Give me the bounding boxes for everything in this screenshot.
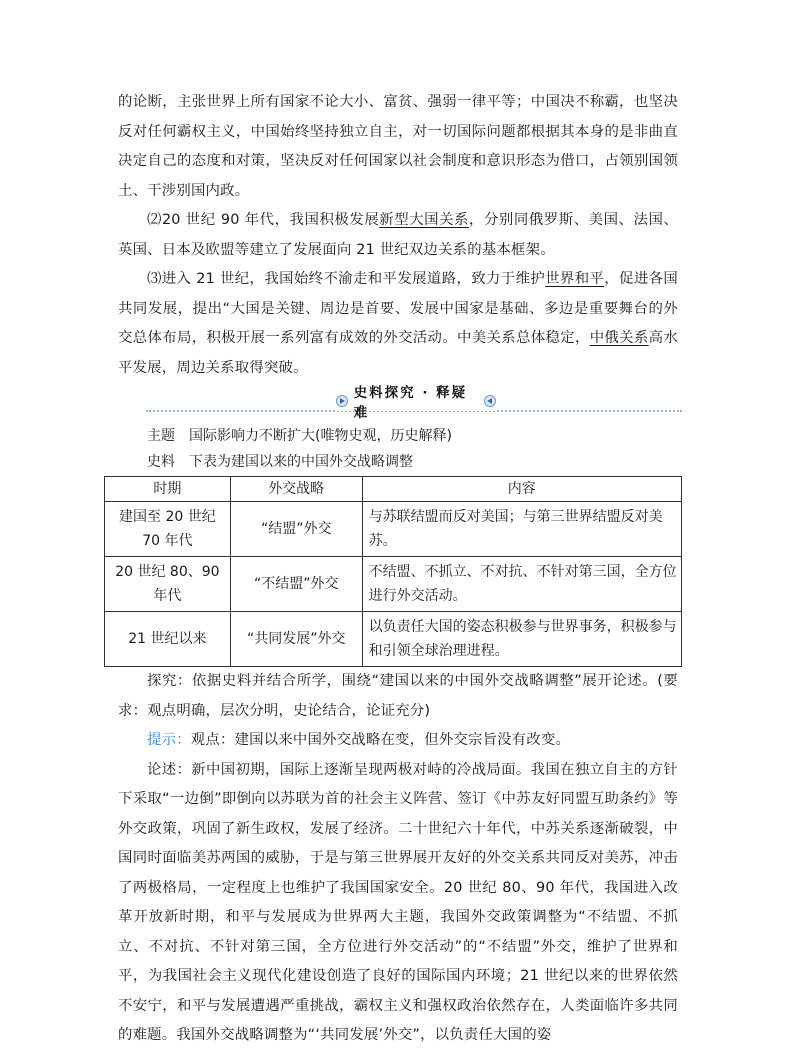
paragraph-intro: 的论断，主张世界上所有国家不论大小、富贫、强弱一律平等；中国决不称霸，也坚决反对任何霸权主义，中国始终坚持独立自主，对一切国际问题都根据其本身的是非曲直决定自己的态度和对策，坚决反对任何国家以社会制度和意识形态为借口，占领别国领土、干涉别国内政。 — [118, 94, 678, 199]
arrow-left-icon — [484, 395, 496, 407]
hint-label: 提示： — [147, 732, 191, 748]
document-body — [115, 88, 678, 1051]
table-row — [105, 612, 682, 667]
banner-title: 史料探究 · 释疑难 — [353, 385, 468, 421]
item2-blank: 新型大国关系 — [379, 212, 470, 228]
item3-suffix: 高水平发展，周边关系取得突破。 — [118, 330, 678, 376]
argument-paragraph: 论述：新中国初期，国际上逐渐呈现两极对峙的冷战局面。我国在独立自主的方针下采取“一边倒”即倒向以苏联为首的社会主义阵营、签订《中苏友好同盟互助条约》等外交政策，巩固了新生政权，发展了经济。二十世纪六十年代，中苏关系逐渐破裂，中国同时面临美苏两国的威胁，于是与第三世界展开友好的外交关系共同反对美苏，冲击了两极格局，一定程度上也维护了我国国家安全。20 世纪 80、90 年代，我国进入改革开放新时期，和平与发展成为世界两大主题，我国外交政策调整为“不结盟、不抓立、不对抗、不针对第三国，全方位进行外交活动”的“不结盟”外交，维护了世界和平，为我国社会主义现代化建设创造了良好的国际国内环境；21 世纪以来的世界依然不安宁，和平与发展遭遇严重挑战，霸权主义和强权政治依然存在，人类面临许多共同的难题。我国外交战略调整为“‘共同发展’外交”，以负责任大国的姿 — [118, 761, 678, 1043]
item3-blank-1: 世界和平 — [545, 271, 605, 287]
explore-question: 探究：依据史料并结合所学，围绕“建国以来的中国外交战略调整”展开论述。(要求：观点明确，层次分明，史论结合，论证充分) — [118, 673, 678, 719]
table-cell-period: 20 世纪 80、90 年代 — [105, 557, 231, 612]
item2-suffix: ，分别同俄罗斯、美国、法国、英国、日本及欧盟等建立了发展面向 21 世纪双边关系的基本框架。 — [118, 212, 678, 258]
theme-line: 主题 国际影响力不断扩大(唯物史观，历史解释) — [147, 428, 452, 444]
item2-prefix: ⑵20 世纪 90 年代，我国积极发展 — [147, 212, 380, 228]
table-cell-period: 建国至 20 世纪 70 年代 — [105, 502, 231, 557]
item3-blank-2: 中俄关系 — [589, 330, 649, 346]
strategy-table — [104, 476, 682, 667]
table-header: 内容 — [362, 477, 681, 502]
item3-middle: ，促进各国共同发展，提出“大国是关键、周边是首要、发展中国家是基础、多边是重要舞台的外交总体布局，积极开展一系列富有成效的外交活动。中美关系总体稳定， — [118, 271, 678, 346]
table-cell-content: 以负责任大国的姿态积极参与世界事务，积极参与和引领全球治理进程。 — [362, 612, 681, 667]
section-banner — [118, 385, 678, 421]
table-header: 外交战略 — [230, 477, 362, 502]
table-row — [105, 502, 682, 557]
table-row — [105, 557, 682, 612]
source-line: 史料 下表为建国以来的中国外交战略调整 — [147, 454, 413, 470]
table-cell-content: 与苏联结盟而反对美国；与第三世界结盟反对美苏。 — [362, 502, 681, 557]
table-cell-period: 21 世纪以来 — [105, 612, 231, 667]
paragraph-item-3 — [118, 265, 678, 383]
paragraph-item-2 — [118, 206, 678, 265]
arrow-right-icon — [336, 395, 348, 407]
table-header-row — [105, 477, 682, 502]
table-cell-content: 不结盟、不抓立、不对抗、不针对第三国，全方位进行外交活动。 — [362, 557, 681, 612]
hint-line — [118, 726, 678, 756]
hint-text: 观点：建国以来中国外交战略在变，但外交宗旨没有改变。 — [190, 732, 571, 748]
table-cell-strategy: “共同发展”外交 — [230, 612, 362, 667]
banner-box — [336, 385, 496, 421]
table-header: 时期 — [105, 477, 231, 502]
item3-prefix: ⑶进入 21 世纪，我国始终不渝走和平发展道路，致力于维护 — [147, 271, 546, 287]
table-cell-strategy: “结盟”外交 — [230, 502, 362, 557]
table-cell-strategy: “不结盟”外交 — [230, 557, 362, 612]
